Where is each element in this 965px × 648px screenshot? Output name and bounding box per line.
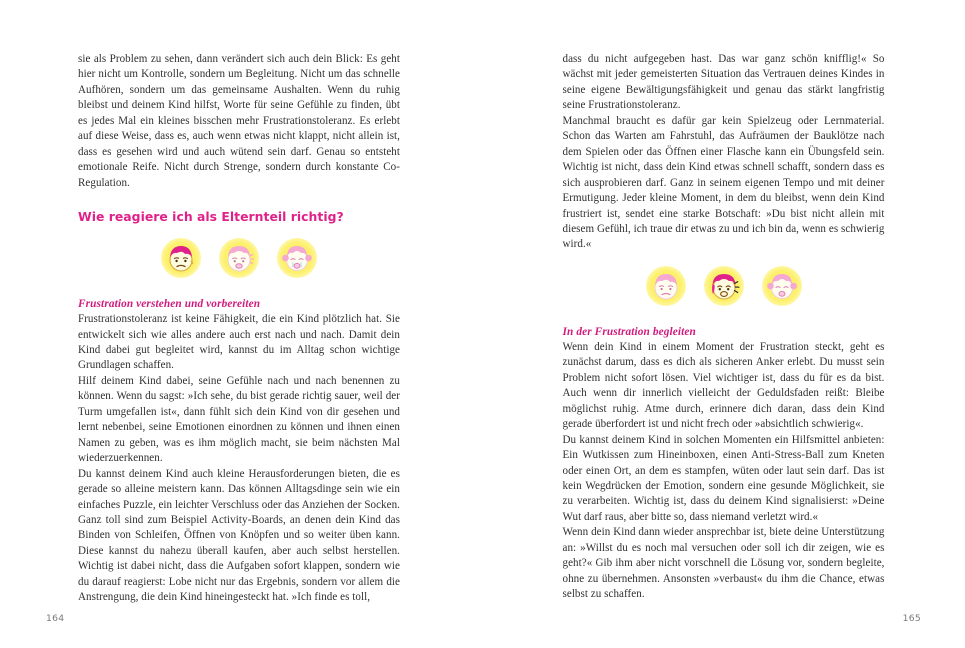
face-icon-crying-muted [760, 264, 804, 308]
face-icon-upset-muted [217, 236, 261, 280]
spacer [78, 191, 400, 208]
paragraph: Manchmal braucht es dafür gar kein Spielzeug oder Lernmaterial. Schon das Warten am Fahrstuhl, das Aufräumen der Bauklötze nach dem Spielen oder das Öffnen einer Flasche kann ein Übungsfeld sein. Wichtig ist nicht, dass dein Kind etwas schnell schafft, sondern dass es sich ausprobieren darf. Ganz in seinem eigenen Tempo und mit deiner Ermutigung. Jeder kleine Moment, in dem du bleibst, wenn dein Kind frustriert ist, sendet eine starke Botschaft: »Du bist nicht allein mit diesem Gefühl, ich traue dir etwas zu und ich bin da, wenn es schwierig wird.« [562, 114, 885, 251]
paragraph: Wenn dein Kind dann wieder ansprechbar ist, biete deine Unterstützung an: »Willst du es noch mal versuchen oder soll ich dir zeigen, wie es geht?« Gib ihm aber nicht vorschnell die Lösung vor, sondern begleite, ohne zu übernehmen. Ansonsten »verbaust« du ihm die Chance, etwas selbst zu schaffen. [562, 526, 885, 601]
spacer [78, 225, 400, 236]
page-section-heading: Wie reagiere ich als Elternteil richtig? [78, 209, 344, 225]
paragraph: Du kannst deinem Kind in solchen Momenten ein Hilfsmittel anbieten: Ein Wutkissen zum Hineinboxen, einen Anti-Stress-Ball zum Kneten oder einen Ort, an dem es stampfen, wüten oder laut sein darf. Das ist kein Wegdrücken der Emotion, sondern eine gesunde Möglichkeit, sie zu verarbeiten. Wichtig ist, dass du deinem Kind signalisierst: »Deine Wut darf raus, aber bitte so, dass niemand verletzt wird.« [562, 433, 885, 523]
right-page [483, 0, 965, 648]
page-number-left: 164 [46, 613, 65, 624]
emotion-face-row-left [78, 236, 400, 280]
sub-heading-frustration-verstehen: Frustration verstehen und vorbereiten [78, 298, 261, 311]
upset-face-icon [222, 241, 256, 275]
face-icon-angry-highlighted [159, 236, 203, 280]
emotion-face-row-right [563, 264, 885, 308]
spacer [78, 280, 400, 297]
paragraph: Wenn dein Kind in einem Moment der Frustration steckt, geht es zunächst darum, dass es dich als sicheren Anker erlebt. Du musst sein Problem nicht sofort lösen. Viel wichtiger ist, dass du für es da bist. Auch wenn dir innerlich vielleicht der Geduldsfaden reißt: Bleibe möglichst ruhig. Atme durch, erinnere dich daran, dass dein Kind gerade überfordert ist und nicht frech oder »absichtlich schwierig«. [562, 340, 885, 431]
face-icon-crying-muted [275, 236, 319, 280]
crying-face-icon [280, 241, 314, 275]
left-page-column [78, 52, 400, 604]
right-page-column [562, 52, 885, 601]
paragraph: sie als Problem zu sehen, dann verändert sich auch dein Blick: Es geht hier nicht um Kontrolle, sondern um Begleitung. Nicht um das schnelle Aufhören, sondern um das gemeinsame Aushalten. Wenn du ruhig bleibst und deinem Kind hilfst, Worte für seine Gefühle zu finden, übt es jedes Mal ein kleines bisschen mehr Frustrationstoleranz. Es erlebt auf diese Weise, dass es, auch wenn etwas nicht klappt, nicht allein ist, dass es gesehen wird und auch wütend sein darf. Genau so entsteht emotionale Reife. Nicht durch Strenge, sondern durch konstante Co-Regulation. [78, 53, 400, 189]
paragraph: Du kannst deinem Kind auch kleine Herausforderungen bieten, die es gerade so alleine meistern kann. Das können Alltagsdinge sein wie ein einfaches Puzzle, ein leichter Verschluss oder das Anziehen der Socken. Ganz toll sind zum Beispiel Activity-Boards, an denen dein Kind das Binden von Schleifen, Öffnen von Knöpfen und so weiter üben kann. Diese kannst du nahezu überall kaufen, aber auch selbst herstellen. Wichtig ist dabei nicht, dass die Aufgaben sofort klappen, sondern wie du darauf reagierst: Lobe nicht nur das Ergebnis, sondern vor allem die Anstrengung, die dein Kind hineingesteckt hat. »Ich finde es toll, [78, 467, 400, 604]
crying-face-icon [765, 269, 799, 303]
sub-heading-in-der-frustration-begleiten: In der Frustration begleiten [562, 325, 696, 338]
spacer [563, 308, 885, 325]
paragraph: dass du nicht aufgegeben hast. Das war ganz schön knifflig!« So wächst mit jeder gemeisterten Situation das Vertrauen deines Kindes in seine eigene Bewältigungsfähigkeit und genau das stärkt langfristig seine Frustrationstoleranz. [562, 53, 885, 112]
paragraph: Frustrationstoleranz ist keine Fähigkeit, die ein Kind plötzlich hat. Sie entwickelt sich wie alles andere auch erst nach und nach. Damit dein Kind dabei gut begleitet wird, kannst du im Alltag schon wichtige Grundlagen schaffen. [78, 313, 400, 372]
shouting-face-icon [707, 269, 741, 303]
page-number-right: 165 [902, 613, 921, 624]
paragraph: Hilf deinem Kind dabei, seine Gefühle nach und nach benennen zu können. Wenn du sagst: »Ich sehe, du bist gerade richtig sauer, weil der Turm umgefallen ist«, dann fühlt sich dein Kind von dir gesehen und lernt nebenbei, seine Emotionen einordnen zu können und ihnen einen Namen zu geben, was es ihm möglich macht, sie beim nächsten Mal wiederzuerkennen. [78, 374, 400, 465]
angry-face-icon [164, 241, 198, 275]
face-icon-shouting-highlighted [702, 264, 746, 308]
upset-face-icon [649, 269, 683, 303]
face-icon-upset-muted [644, 264, 688, 308]
spacer [563, 253, 885, 264]
